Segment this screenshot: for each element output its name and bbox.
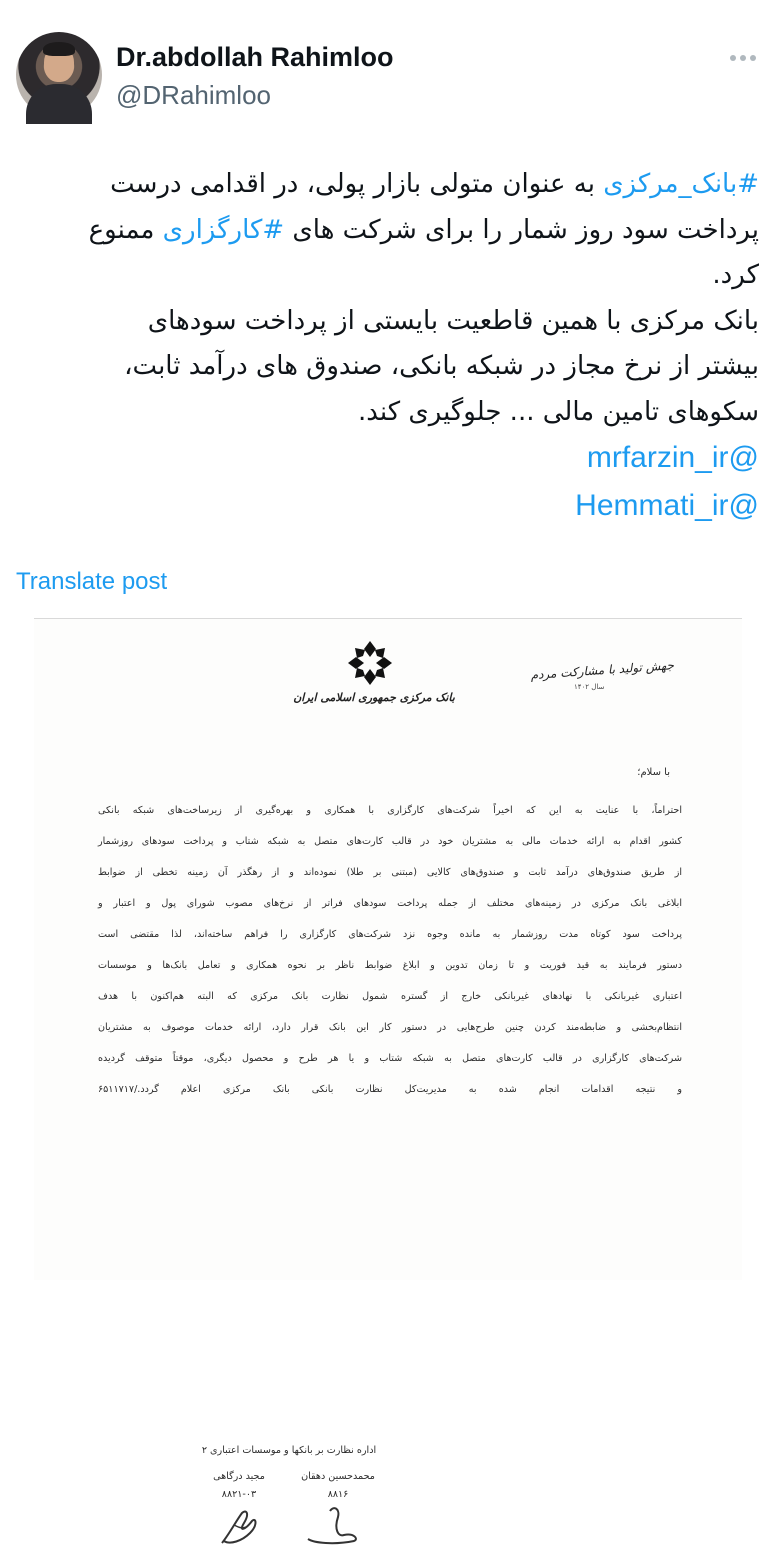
department-name: اداره نظارت بر بانکها و موسسات اعتباری ۲ [201,1445,377,1456]
signature-2 [216,1503,266,1551]
letter-greeting: با سلام؛ [637,767,670,778]
tweet-line: #بانک_مرکزی به عنوان متولی بازار پولی، در اقدامی درست [110,169,759,199]
bank-name: بانک مرکزی جمهوری اسلامی ایران [293,691,455,704]
hashtag-link[interactable]: #بانک_مرکزی [603,169,759,199]
signature-1 [304,1499,364,1549]
letter-line: کشور اقدام به ارائه خدمات مالی به مشتریان خود در قالب کارت‌های متصل به شبکه شتاب و پرداخت سودهای روزشمار [98,836,682,847]
year-motto-sub: سال ۱۴۰۲ [574,683,605,691]
letter-line: پرداخت سود کوتاه مدت روزشمار به مانده وجوه نزد شرکت‌های کارگزاری را فراهم ساخته‌اند، لذا مقتضی است [98,929,682,940]
tweet-text [14,162,759,530]
tweet-line: سکوهای تامین مالی ... جلوگیری کند. [357,396,759,427]
tweet-line-mention [14,435,759,483]
signer-1-name: محمدحسین دهقان [301,1471,375,1482]
signer-2-code: ۸۸۲۱-۰۳ [221,1489,257,1500]
attached-document-image[interactable] [34,618,742,1500]
letter-line: دستور فرمایند به قید فوریت و تا زمان تدوین و ابلاغ ضوابط ناظر بر نحوه همکاری و تعامل بانک‌ها و موسسات [98,960,682,971]
tweet-line: بانک مرکزی با همین قاطعیت بایستی از پرداخت سودهای [147,305,759,336]
tweet-header [16,32,759,122]
letter-line: از طریق صندوق‌های درآمد ثابت و صندوق‌های کالایی (مبتنی بر طلا) نموده‌اند و از رهگذر آن زمینه تخطی از ضوابط [98,867,682,878]
display-name[interactable]: Dr.abdollah Rahimloo [116,42,394,72]
mention-link[interactable]: @Hemmati_ir [575,488,759,522]
letter-line: شرکت‌های کارگزاری در قالب کارت‌های متصل به شبکه شتاب و یا هر طرح و محصول دیگری، موقتاً متوقف گردیده [98,1053,682,1064]
tweet-line: پرداخت سود روز شمار را برای شرکت های #کارگزاری ممنوع [88,214,759,245]
tweet-line: کرد. [712,260,759,290]
hashtag-link[interactable]: #کارگزاری [162,214,285,245]
letter-line: احتراماً، با عنایت به این که اخیراً شرکت‌های کارگزاری با همکاری و بهره‌گیری از زیرساخت‌های شبکه بانکی [98,805,682,816]
avatar-suit [26,84,92,124]
avatar-hair [43,42,75,56]
user-handle[interactable]: @DRahimloo [116,80,271,110]
letter-line: انتظام‌بخشی و ضابطه‌مند کردن چنین طرح‌هایی در دستور کار این بانک قرار دارد، ارائه خدمات موصوف به مشتریان [98,1022,682,1033]
letter-body [98,795,682,1105]
translate-post-link[interactable]: Translate post [16,568,168,595]
more-horizontal-icon[interactable] [727,48,759,68]
signer-2-name: مجید درگاهی [213,1471,265,1482]
year-motto: جهش تولید با مشارکت مردم [530,658,675,683]
letter-line: ابلاغی بانک مرکزی در زمینه‌های مختلف از جمله پرداخت سودهای فراتر از نرخ‌های مصوب شورای پول و اعتبار و [98,898,682,909]
tweet-line: بیشتر از نرخ مجاز در شبکه بانکی، صندوق های درآمد ثابت، [124,351,759,381]
letter-line: و نتیجه اقدامات انجام شده به مدیریت‌کل نظارت بانکی بانک مرکزی اعلام گردد./۶۵۱۱۷۱۷ [98,1084,682,1095]
central-bank-logo-icon [346,639,394,687]
avatar[interactable] [16,32,102,118]
mention-link[interactable]: @mrfarzin_ir [586,441,759,474]
tweet-line-mention [14,483,759,531]
signer-1-code: ۸۸۱۶ [327,1489,349,1500]
letter-line: اعتباری غیربانکی با نهادهای غیربانکی خارج از گستره شمول نظارت بانک مرکزی که البته هم‌اکنون با هدف [98,991,682,1002]
